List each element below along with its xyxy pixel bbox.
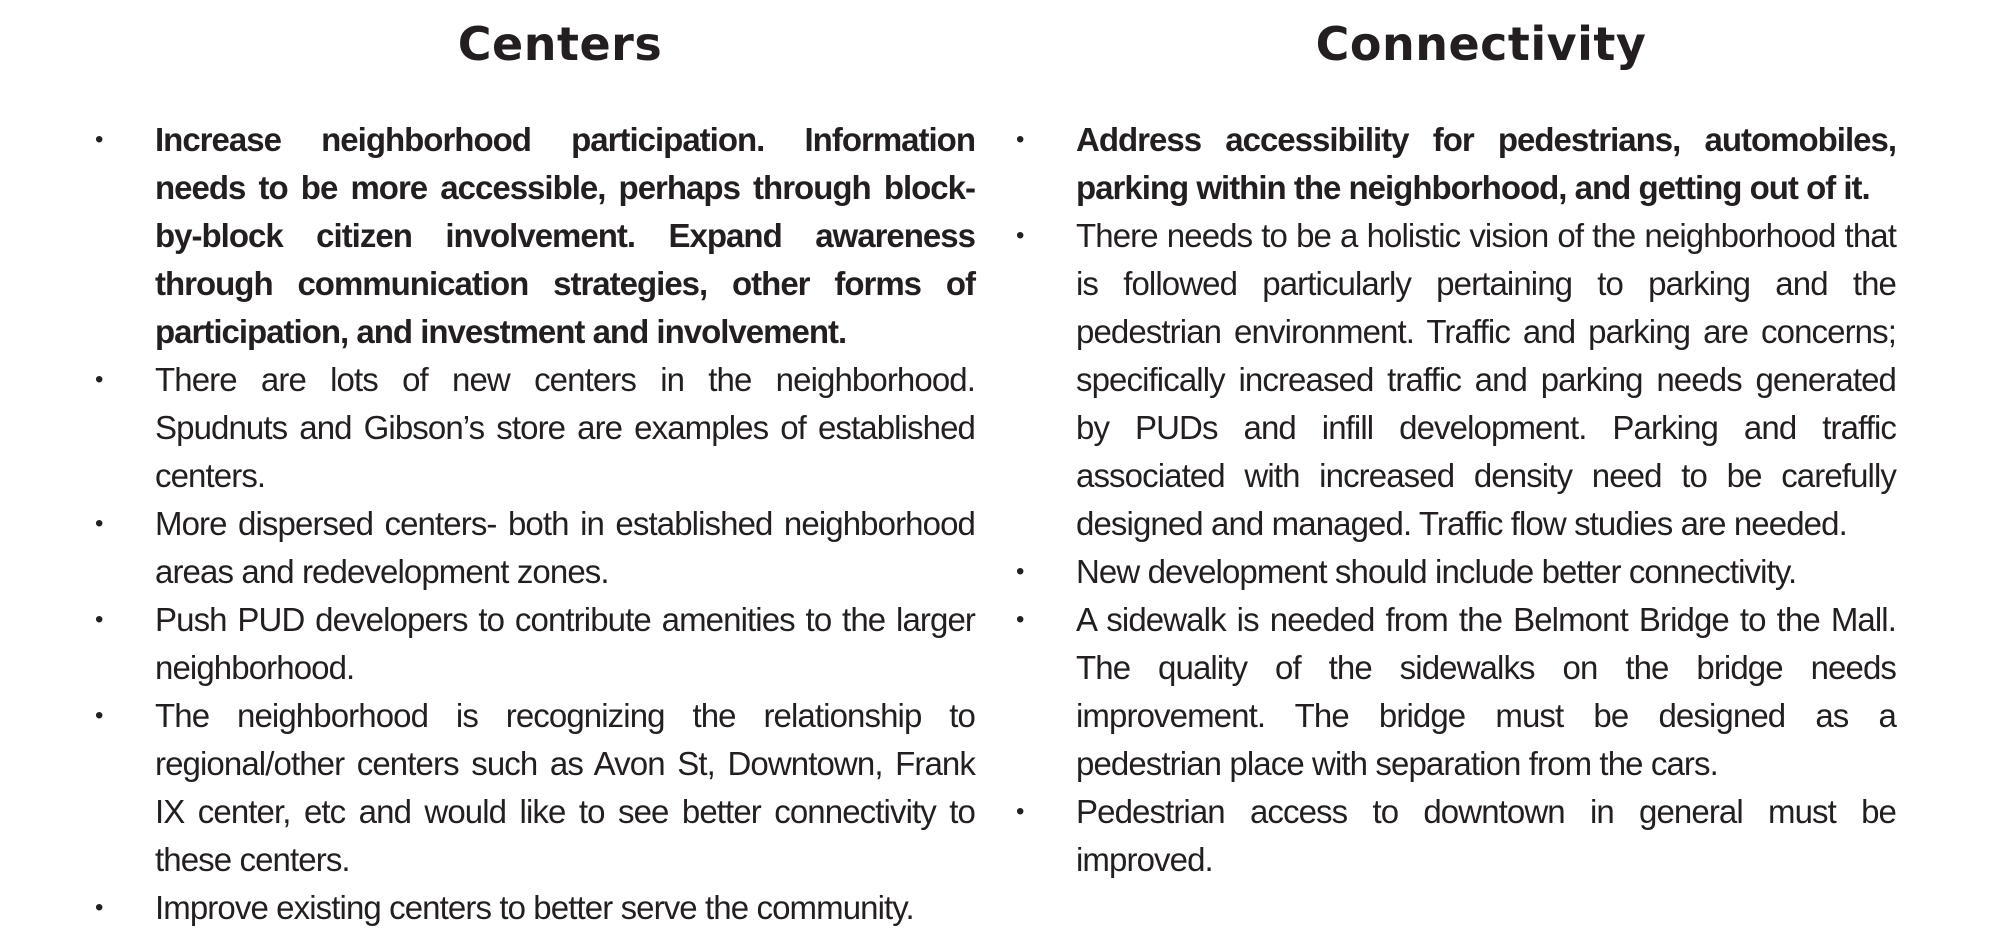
connectivity-heading: Connectivity	[1315, 17, 1647, 71]
list-item	[1006, 788, 1896, 884]
bullet-icon: •	[95, 894, 103, 921]
list-item-text: Pedestrian access to downtown in general must be improved.	[1076, 793, 1896, 878]
bullet-icon: •	[95, 606, 103, 633]
list-item	[85, 356, 975, 500]
bullet-icon: •	[1016, 126, 1024, 153]
list-item-text: Push PUD developers to contribute amenities to the larger neighborhood.	[155, 601, 975, 686]
connectivity-list	[1006, 116, 1896, 884]
centers-heading: Centers	[457, 17, 663, 71]
list-item	[85, 116, 975, 356]
bullet-icon: •	[95, 510, 103, 537]
list-item-text: A sidewalk is needed from the Belmont Bridge to the Mall. The quality of the sidewalks on the bridge needs improvement. The bridge must be designed as a pedestrian place with separation from the cars.	[1076, 601, 1896, 782]
list-item	[85, 500, 975, 596]
list-item-text: More dispersed centers- both in established neighborhood areas and redevelopment zones.	[155, 505, 975, 590]
bullet-icon: •	[1016, 558, 1024, 585]
connectivity-column	[1006, 0, 1896, 878]
bullet-icon: •	[1016, 222, 1024, 249]
bullet-icon: •	[1016, 606, 1024, 633]
bullet-icon: •	[95, 366, 103, 393]
list-item	[1006, 548, 1896, 596]
list-item	[1006, 596, 1896, 788]
list-item-text: New development should include better connectivity.	[1076, 553, 1797, 590]
list-item	[1006, 212, 1896, 548]
bullet-icon: •	[95, 702, 103, 729]
list-item	[1006, 116, 1896, 212]
list-item	[85, 884, 975, 932]
centers-column	[85, 0, 975, 926]
centers-list	[85, 116, 975, 932]
bullet-icon: •	[95, 126, 103, 153]
list-item-text: There are lots of new centers in the neighborhood. Spudnuts and Gibson’s store are examples of established centers.	[155, 361, 975, 494]
list-item-text: Improve existing centers to better serve the community.	[155, 889, 914, 926]
list-item	[85, 596, 975, 692]
list-item-text: There needs to be a holistic vision of the neighborhood that is followed particularly pertaining to parking and the pedestrian environment. Traffic and parking are concerns; specifically increased traffic and parking needs generated by PUDs and infill development. Parking and traffic associated with increased density need to be carefully designed and managed. Traffic flow studies are needed.	[1076, 217, 1896, 542]
list-item-text: The neighborhood is recognizing the relationship to regional/other centers such as Avon St, Downtown, Frank IX center, etc and would like to see better connectivity to these centers.	[155, 697, 975, 878]
list-item-text: Increase neighborhood participation. Information needs to be more accessible, perhaps through block-by-block citizen involvement. Expand awareness through communication strategies, other forms of participation, and investment and involvement.	[155, 121, 975, 350]
list-item-text: Address accessibility for pedestrians, automobiles, parking within the neighborhood, and getting out of it.	[1076, 121, 1896, 206]
list-item	[85, 692, 975, 884]
bullet-icon: •	[1016, 798, 1024, 825]
